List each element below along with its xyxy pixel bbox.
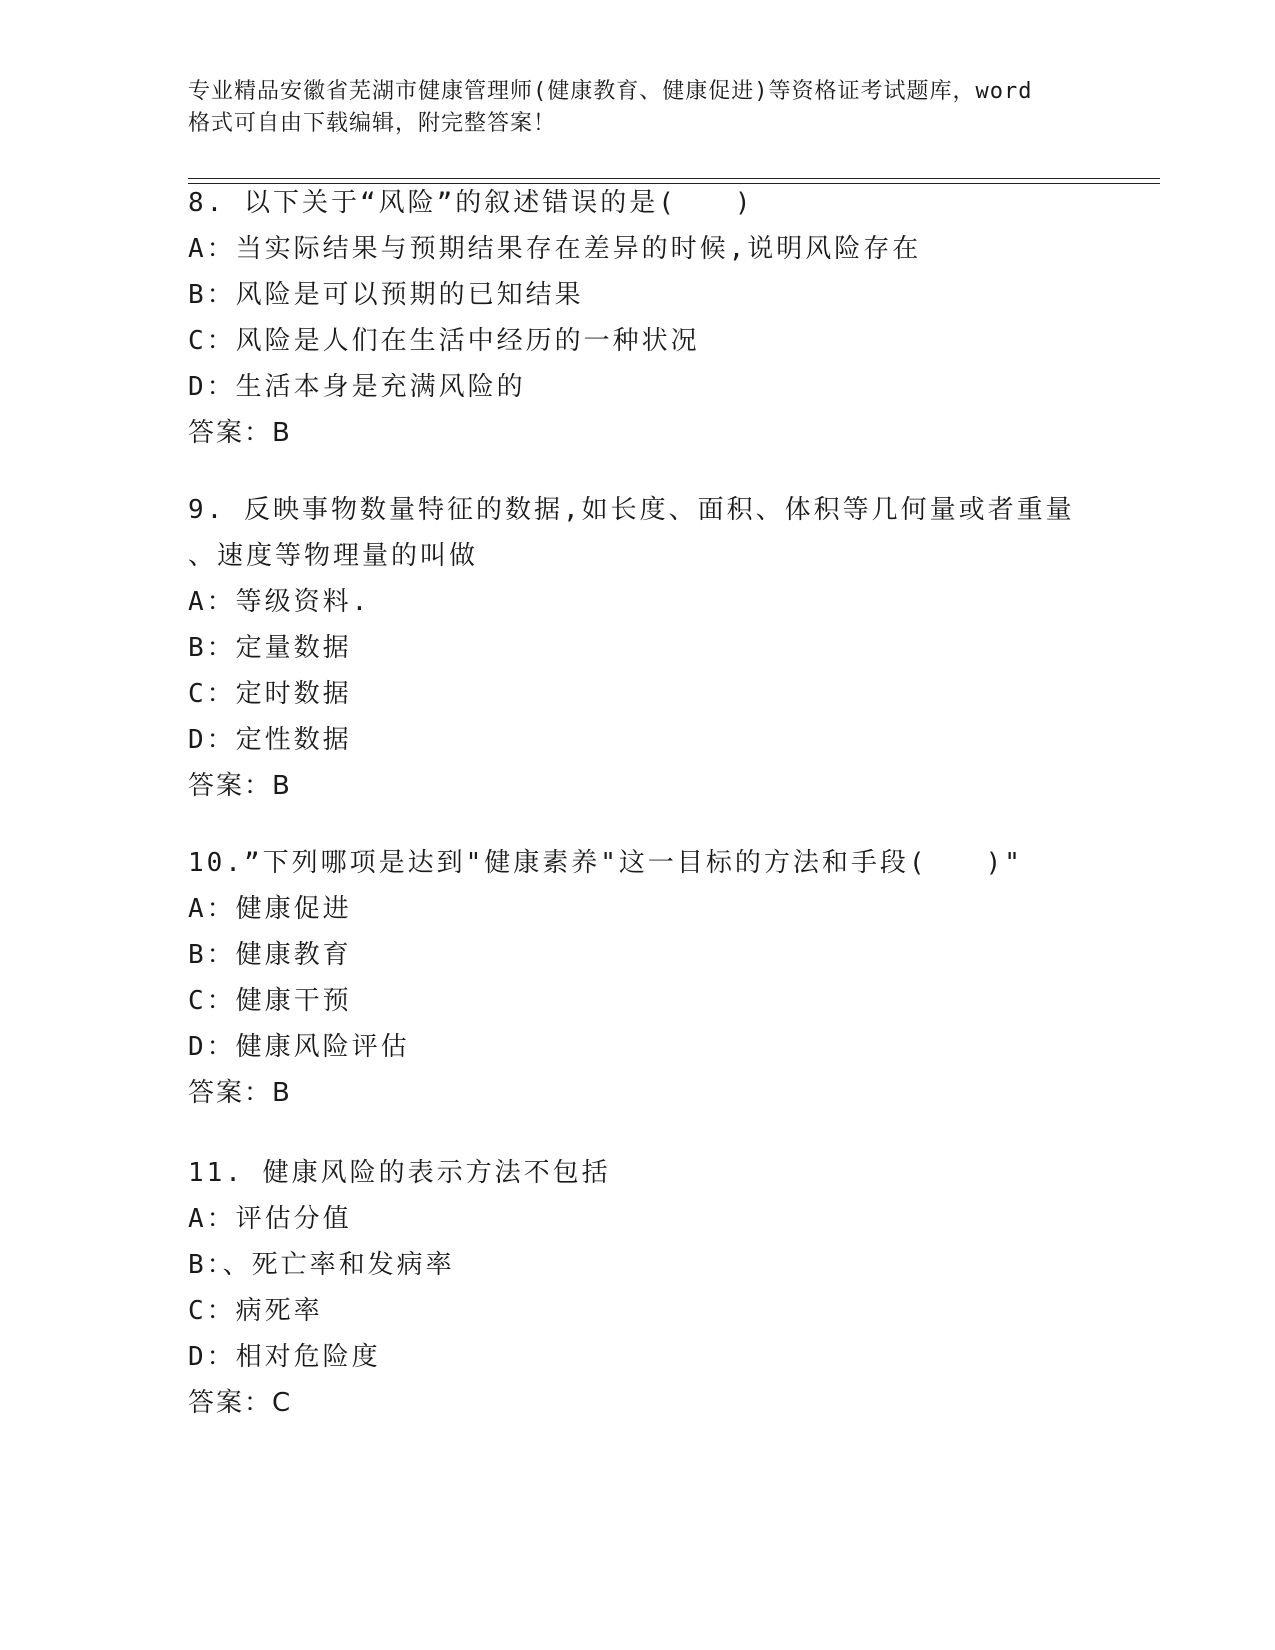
question-stem: 11. 健康风险的表示方法不包括 xyxy=(188,1158,611,1188)
option-a: A：等级资料. xyxy=(188,587,371,617)
question-10 xyxy=(188,840,1088,1116)
option-b: B：健康教育 xyxy=(188,940,352,970)
answer-label: 答案：C xyxy=(188,1388,293,1418)
answer-label: 答案：B xyxy=(188,1078,292,1108)
option-b: B：定量数据 xyxy=(188,633,352,663)
question-11 xyxy=(188,1150,1088,1426)
answer-label: 答案：B xyxy=(188,771,292,801)
header-line-1: 专业精品安徽省芜湖市健康管理师(健康教育、健康促进)等资格证考试题库，word xyxy=(188,79,1033,104)
answer-label: 答案：B xyxy=(188,418,292,448)
document-header xyxy=(188,76,1088,140)
question-stem-continued: 、速度等物理量的叫做 xyxy=(188,541,479,571)
header-line-2: 格式可自由下载编辑，附完整答案！ xyxy=(188,111,557,136)
question-8 xyxy=(188,180,1088,456)
option-c: C：健康干预 xyxy=(188,986,352,1016)
option-c: C：风险是人们在生活中经历的一种状况 xyxy=(188,326,700,356)
option-d: D：生活本身是充满风险的 xyxy=(188,372,526,402)
option-c: C：病死率 xyxy=(188,1296,323,1326)
question-stem: 9. 反映事物数量特征的数据,如长度、面积、体积等几何量或者重量 xyxy=(188,495,1075,525)
option-b: B：、死亡率和发病率 xyxy=(188,1250,455,1280)
option-d: D：定性数据 xyxy=(188,725,352,755)
option-b: B：风险是可以预期的已知结果 xyxy=(188,280,584,310)
option-c: C：定时数据 xyxy=(188,679,352,709)
option-a: A：健康促进 xyxy=(188,894,352,924)
option-a: A：评估分值 xyxy=(188,1204,352,1234)
option-d: D：健康风险评估 xyxy=(188,1032,410,1062)
question-stem: 8. 以下关于“风险”的叙述错误的是( ) xyxy=(188,188,754,218)
question-9 xyxy=(188,487,1088,809)
question-stem: 10.”下列哪项是达到"健康素养"这一目标的方法和手段( )" xyxy=(188,848,1023,878)
option-a: A：当实际结果与预期结果存在差异的时候,说明风险存在 xyxy=(188,234,922,264)
option-d: D：相对危险度 xyxy=(188,1342,381,1372)
